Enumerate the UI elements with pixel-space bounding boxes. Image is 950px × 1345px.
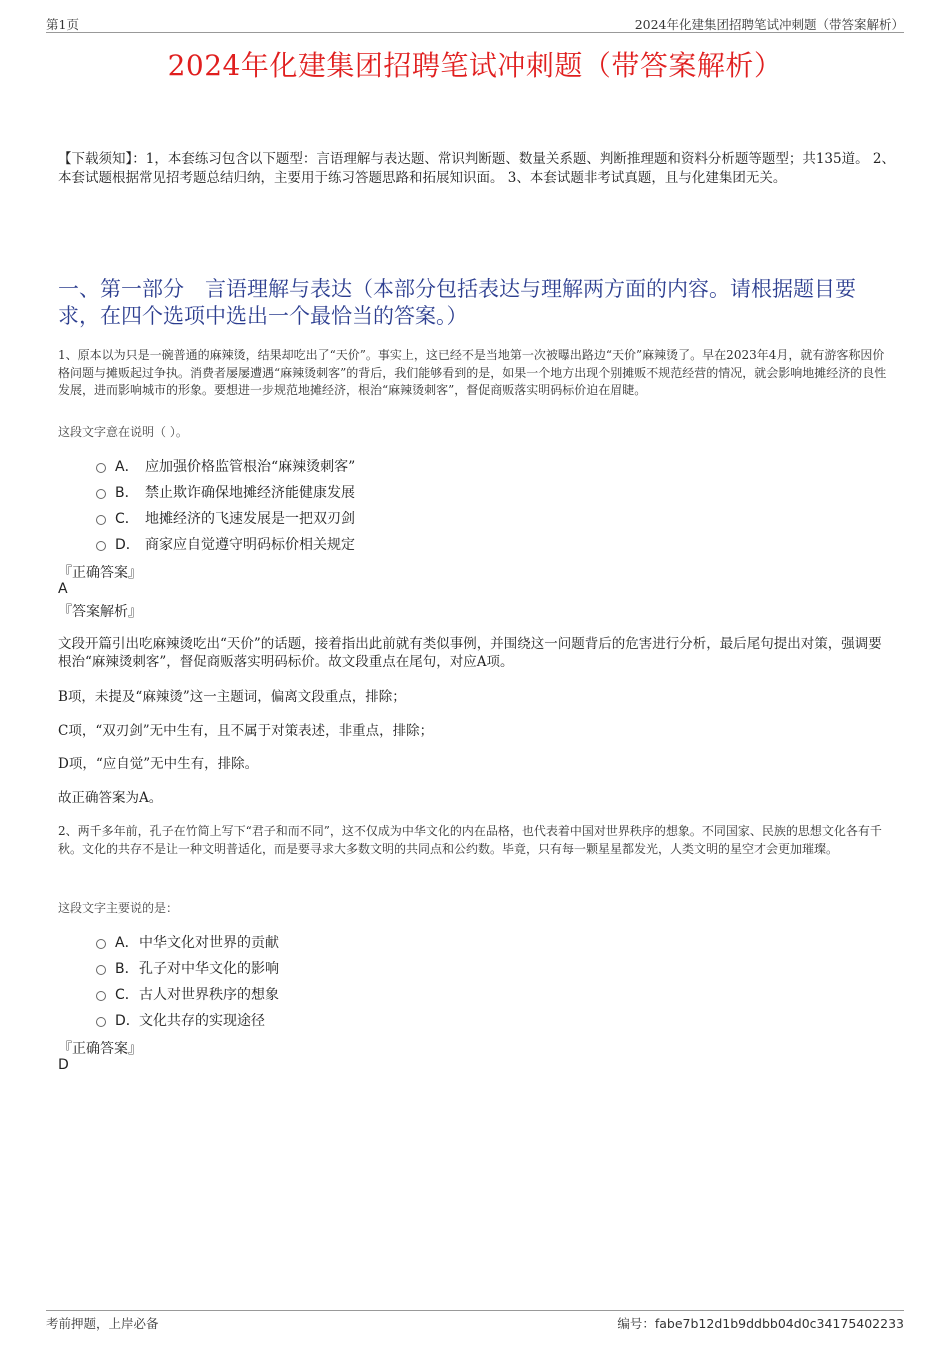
analysis-paragraph: C项，“双刃剑”无中生有，且不属于对策表述，非重点，排除； <box>58 723 434 739</box>
header-doc-title: 2024年化建集团招聘笔试冲刺题（带答案解析） <box>634 17 904 32</box>
option-c[interactable]: C． 地摊经济的飞速发展是一把双刃剑 <box>96 505 355 531</box>
correct-answer-label: 『正确答案』 <box>58 1041 142 1057</box>
question-2-stem: 2、两千多年前，孔子在竹简上写下“君子和而不同”，这不仅成为中华文化的内在品格，也代表着中国对世界秩序的想象。不同国家、民族的思想文化各有千秋。文化的共存不是让一种文明普适化，而是要寻求大多数文明的共同点和公约数。毕竟，只有每一颗星星都发光，人类文明的星空才会更加璀璨。 <box>58 824 882 856</box>
radio-icon[interactable] <box>96 463 106 473</box>
page-header <box>46 14 904 33</box>
section-heading: 一、第一部分 言语理解与表达（本部分包括表达与理解两方面的内容。请根据题目要求，在四个选项中选出一个最恰当的答案。） <box>58 277 856 328</box>
option-c[interactable]: C． 古人对世界秩序的想象 <box>96 981 279 1007</box>
analysis-paragraph: D项，“应自觉”无中生有，排除。 <box>58 756 259 772</box>
footer-slogan: 考前押题，上岸必备 <box>46 1316 159 1331</box>
question-1-stem: 1、原本以为只是一碗普通的麻辣烫，结果却吃出了“天价”。事实上，这已经不是当地第一次被曝出路边“天价”麻辣烫了。早在2023年4月，就有游客称因价格问题与摊贩起过争执。消费者屡屡遭遇“麻辣烫刺客”的背后，我们能够看到的是，如果一个地方出现个别摊贩不规范经营的情况，就会影响地摊经济的良性发展，进而影响城市的形象。要想进一步规范地摊经济，根治“麻辣烫刺客”，督促商贩落实明码标价迫在眉睫。 <box>58 348 887 397</box>
radio-icon[interactable] <box>96 541 106 551</box>
option-b[interactable]: B． 孔子对中华文化的影响 <box>96 955 279 981</box>
analysis-conclusion: 故正确答案为A。 <box>58 790 163 806</box>
radio-icon[interactable] <box>96 515 106 525</box>
page-number: 第1页 <box>46 17 79 32</box>
page-footer <box>46 1310 904 1331</box>
question-1-options <box>96 453 355 557</box>
correct-answer-label: 『正确答案』 <box>58 565 142 581</box>
correct-answer: A <box>58 581 68 597</box>
radio-icon[interactable] <box>96 1017 106 1027</box>
option-a[interactable]: A． 应加强价格监管根治“麻辣烫刺客” <box>96 453 355 479</box>
download-notice: 【下载须知】：1，本套练习包含以下题型：言语理解与表达题、常识判断题、数量关系题、判断推理题和资料分析题等题型；共135道。 2、本套试题根据常见招考题总结归纳，主要用于练习答题思路和拓展知识面。 3、本套试题非考试真题，且与化建集团无关。 <box>58 151 895 186</box>
option-b[interactable]: B． 禁止欺诈确保地摊经济能健康发展 <box>96 479 355 505</box>
question-2-prompt: 这段文字主要说的是： <box>58 901 179 915</box>
radio-icon[interactable] <box>96 489 106 499</box>
question-2-options <box>96 929 279 1033</box>
analysis-paragraph: B项，未提及“麻辣烫”这一主题词，偏离文段重点，排除； <box>58 689 406 705</box>
option-d[interactable]: D． 商家应自觉遵守明码标价相关规定 <box>96 531 355 557</box>
question-1-prompt: 这段文字意在说明（ ）。 <box>58 425 188 439</box>
footer-code: 编号：fabe7b12d1b9ddbb04d0c34175402233 <box>617 1316 904 1331</box>
correct-answer: D <box>58 1057 69 1073</box>
radio-icon[interactable] <box>96 991 106 1001</box>
option-a[interactable]: A． 中华文化对世界的贡献 <box>96 929 279 955</box>
radio-icon[interactable] <box>96 939 106 949</box>
radio-icon[interactable] <box>96 965 106 975</box>
option-d[interactable]: D． 文化共存的实现途径 <box>96 1007 279 1033</box>
analysis-paragraph: 文段开篇引出吃麻辣烫吃出“天价”的话题，接着指出此前就有类似事例，并围绕这一问题背后的危害进行分析，最后尾句提出对策，强调要根治“麻辣烫刺客”，督促商贩落实明码标价。故文段重点在尾句，对应A项。 <box>58 636 882 670</box>
analysis-label: 『答案解析』 <box>58 604 142 620</box>
page-title: 2024年化建集团招聘笔试冲刺题（带答案解析） <box>167 49 783 82</box>
